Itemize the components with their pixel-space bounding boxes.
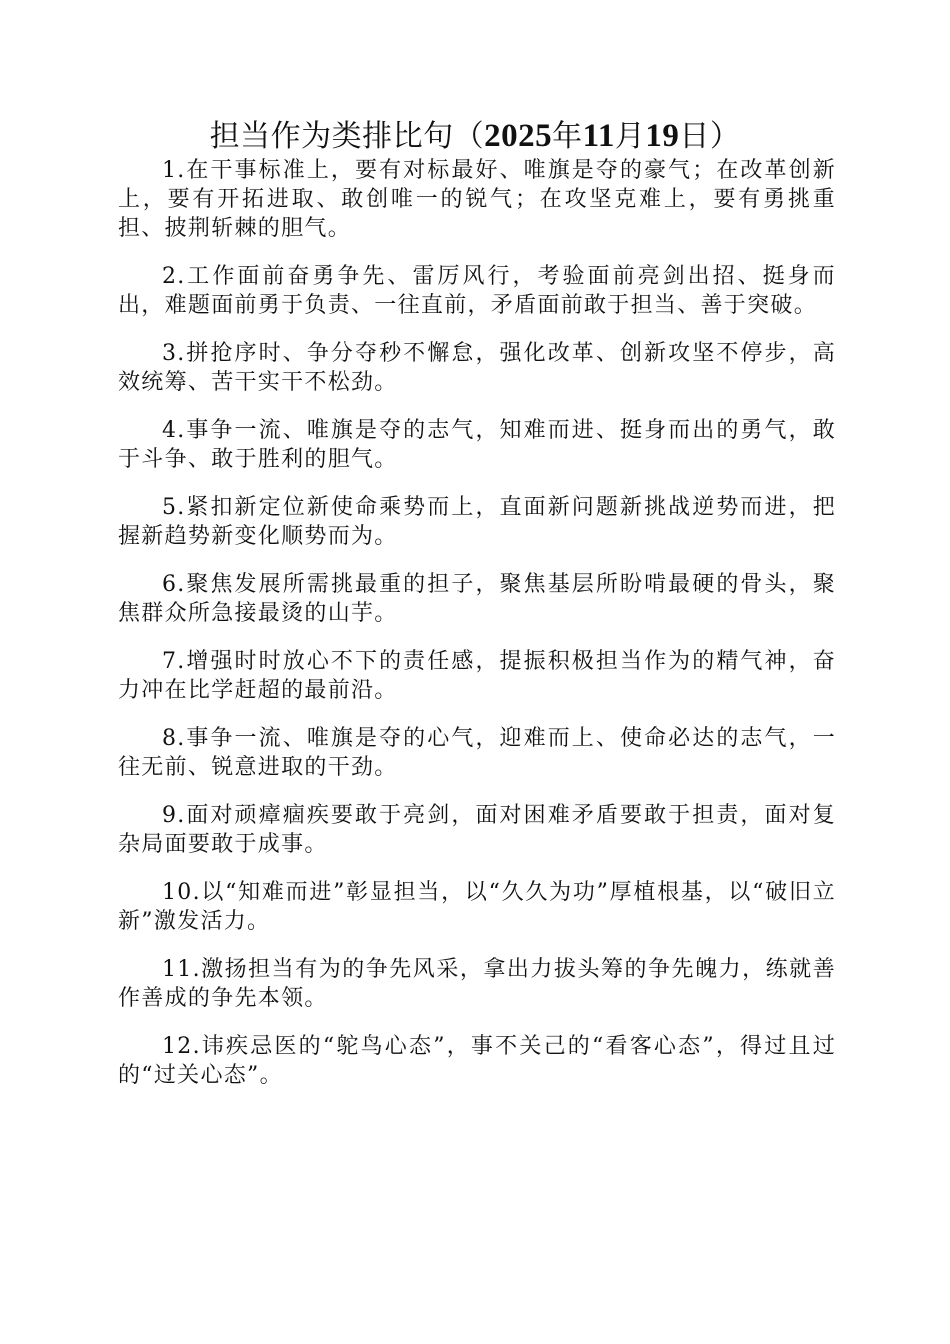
- paragraph-9: 9.面对顽瘴痼疾要敢于亮剑，面对困难矛盾要敢于担责，面对复杂局面要敢于成事。: [118, 803, 836, 857]
- title-year: 2025: [484, 118, 553, 154]
- paragraph-3: 3.拼抢序时、争分夺秒不懈怠，强化改革、创新攻坚不停步，高效统筹、苦干实干不松劲。: [118, 341, 836, 395]
- paragraph-7: 7.增强时时放心不下的责任感，提振积极担当作为的精气神，奋力冲在比学赶超的最前沿。: [118, 649, 836, 703]
- document-title: [0, 112, 950, 161]
- paragraph-10: 10.以“知难而进”彰显担当，以“久久为功”厚植根基，以“破旧立新”激发活力。: [118, 880, 836, 934]
- title-year-unit: 年: [552, 119, 583, 154]
- title-day-unit: 日）: [679, 119, 741, 154]
- paragraph-5: 5.紧扣新定位新使命乘势而上，直面新问题新挑战逆势而进，把握新趋势新变化顺势而为。: [118, 495, 836, 549]
- paragraph-4: 4.事争一流、唯旗是夺的志气，知难而进、挺身而出的勇气，敢于斗争、敢于胜利的胆气。: [118, 418, 836, 472]
- paragraph-1: 1.在干事标准上，要有对标最好、唯旗是夺的豪气；在改革创新上，要有开拓进取、敢创唯一的锐气；在攻坚克难上，要有勇挑重担、披荆斩棘的胆气。: [118, 158, 836, 241]
- document-body: [118, 156, 836, 1109]
- paragraph-11: 11.激扬担当有为的争先风采，拿出力拔头筹的争先魄力，练就善作善成的争先本领。: [118, 957, 836, 1011]
- paragraph-6: 6.聚焦发展所需挑最重的担子，聚焦基层所盼啃最硬的骨头，聚焦群众所急接最烫的山芋。: [118, 572, 836, 626]
- paragraph-2: 2.工作面前奋勇争先、雷厉风行，考验面前亮剑出招、挺身而出，难题面前勇于负责、一往直前，矛盾面前敢于担当、善于突破。: [118, 264, 836, 318]
- title-prefix: 担当作为类排比句（: [209, 119, 485, 154]
- title-day: 19: [645, 118, 680, 154]
- title-month: 11: [582, 118, 615, 154]
- title-month-unit: 月: [614, 119, 646, 154]
- paragraph-12: 12.讳疾忌医的“鸵鸟心态”，事不关己的“看客心态”，得过且过的“过关心态”。: [118, 1034, 836, 1088]
- paragraph-8: 8.事争一流、唯旗是夺的心气，迎难而上、使命必达的志气，一往无前、锐意进取的干劲。: [118, 726, 836, 780]
